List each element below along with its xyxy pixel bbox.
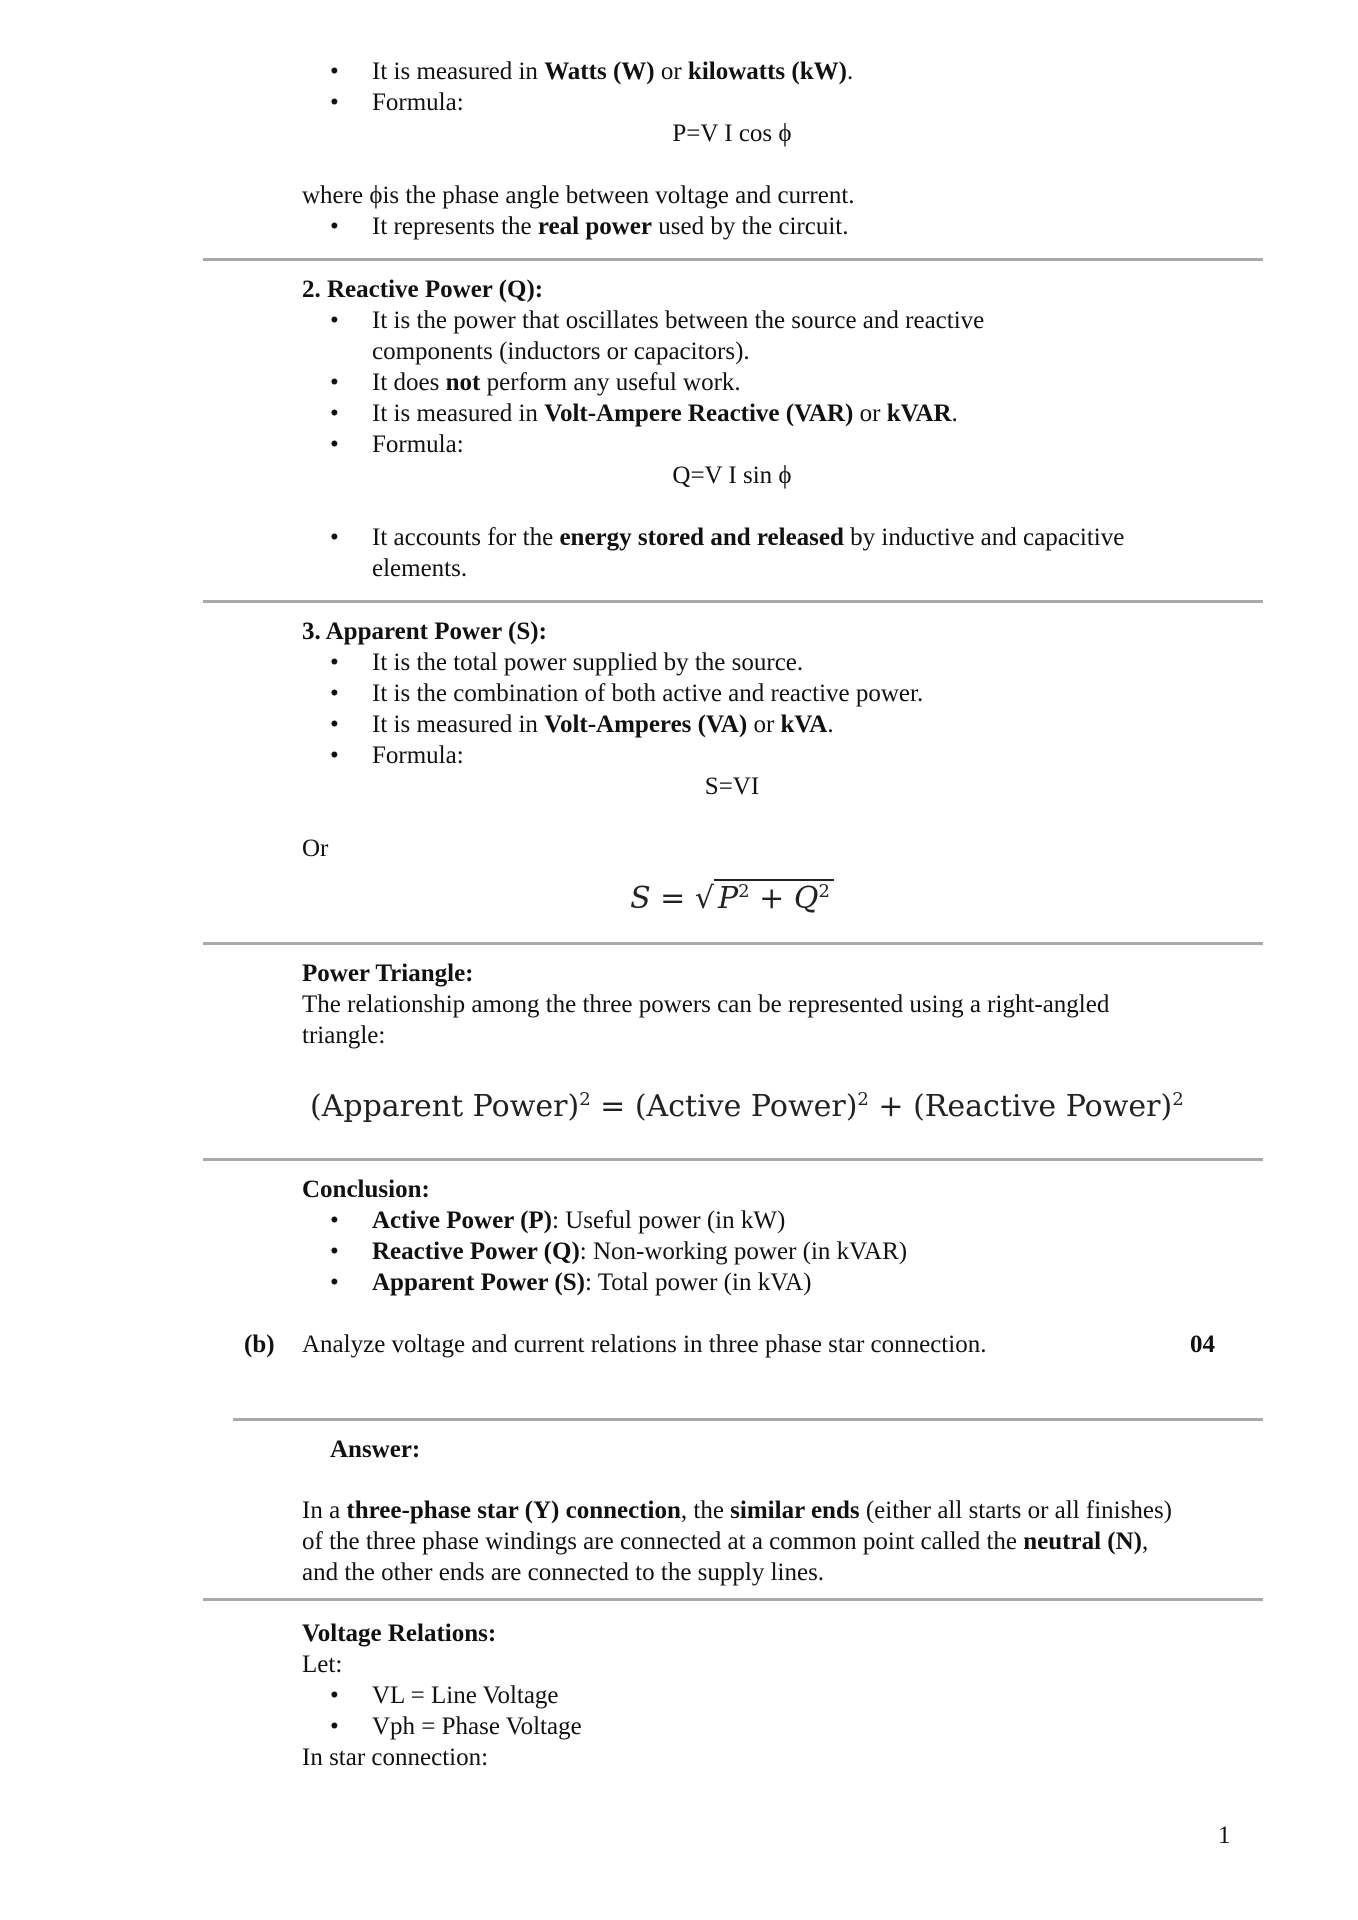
or-text: Or (302, 835, 329, 862)
page-number: 1 (1218, 1822, 1231, 1849)
list-item: • It represents the real power used by the circuit. (330, 213, 849, 240)
list-item: • Formula: (330, 89, 464, 116)
list-item: • It is measured in Volt-Amperes (VA) or kVA. (330, 711, 834, 738)
bullet-icon: • (330, 89, 339, 116)
list-item: • Reactive Power (Q): Non-working power (in kVAR) (330, 1238, 908, 1265)
formula-s: S=VI (704, 773, 760, 800)
where-text: where ϕis the phase angle between voltage and current. (302, 182, 855, 209)
formula-q: Q=V I sin ϕ (672, 462, 792, 489)
triangle-equation: (Apparent Power)$^2$ = (Active Power)$^2$ + (Reactive Power)$^2$ (310, 1089, 1184, 1124)
divider (203, 1158, 1263, 1161)
section-heading-conclusion: Conclusion: (302, 1176, 430, 1203)
list-item: • It is the combination of both active and reactive power. (330, 680, 924, 707)
bullet-icon: • (330, 1269, 339, 1296)
answer-label: Answer: (330, 1436, 421, 1463)
sqrt-icon: √ (694, 881, 714, 916)
let-text: Let: (302, 1651, 343, 1678)
active-power-bullets (302, 56, 1202, 118)
bullet-icon: • (330, 742, 339, 769)
apparent-power-bullets (302, 647, 1202, 771)
bullet-icon: • (330, 213, 339, 240)
list-item: • Active Power (P): Useful power (in kW) (330, 1207, 786, 1234)
question-text: Analyze voltage and current relations in three phase star connection. (302, 1331, 987, 1358)
answer-paragraph: In a three-phase star (Y) connection, the similar ends (either all starts or all finishes) of the three phase windings are connected at a common point called the neutral (N), and the other ends are connected to the supply lines. (302, 1497, 1172, 1586)
section-heading-triangle: Power Triangle: (302, 960, 474, 987)
list-item: • Formula: (330, 431, 464, 458)
divider (203, 1598, 1263, 1601)
bullet-icon: • (330, 58, 339, 85)
list-item: • It does not perform any useful work. (330, 369, 741, 396)
bullet-icon: • (330, 1713, 339, 1740)
bullet-icon: • (330, 680, 339, 707)
question-label: (b) (244, 1331, 275, 1358)
bullet-icon: • (330, 1207, 339, 1234)
section-heading-voltage: Voltage Relations: (302, 1620, 497, 1647)
bullet-icon: • (330, 649, 339, 676)
bullet-icon: • (330, 369, 339, 396)
list-item: • Vph = Phase Voltage (330, 1713, 582, 1740)
bullet-icon: • (330, 1238, 339, 1265)
triangle-text: The relationship among the three powers can be represented using a right-angled triangle: (302, 991, 1110, 1049)
list-item: • It is the power that oscillates between the source and reactive components (inductors or capacitors). (330, 307, 985, 365)
divider (203, 942, 1263, 945)
list-item: • It is the total power supplied by the source. (330, 649, 804, 676)
bullet-icon: • (330, 711, 339, 738)
list-item: • It is measured in Volt-Ampere Reactive (VAR) or kVAR. (330, 400, 958, 427)
voltage-definitions (302, 1680, 1202, 1742)
list-item: • It accounts for the energy stored and released by inductive and capacitive elements. (330, 524, 1125, 582)
in-star-text: In star connection: (302, 1744, 489, 1771)
energy-bullet (302, 522, 1142, 584)
formula-s-sqrt: S = √ $P^2 + Q^2$ (302, 876, 1162, 914)
section-heading-reactive: 2. Reactive Power (Q): (302, 276, 544, 303)
question-marks: 04 (1190, 1331, 1215, 1358)
section-heading-apparent: 3. Apparent Power (S): (302, 618, 547, 645)
bullet-icon: • (330, 307, 339, 334)
real-power-bullet (302, 211, 1202, 242)
bullet-icon: • (330, 400, 339, 427)
reactive-power-bullets (302, 305, 1102, 460)
bullet-icon: • (330, 1682, 339, 1709)
conclusion-list (302, 1205, 1202, 1298)
list-item: • Apparent Power (S): Total power (in kVA) (330, 1269, 812, 1296)
bullet-icon: • (330, 524, 339, 551)
divider (203, 258, 1263, 261)
bullet-icon: • (330, 431, 339, 458)
divider (203, 600, 1263, 603)
list-item: • VL = Line Voltage (330, 1682, 559, 1709)
formula-p: P=V I cos ϕ (672, 120, 792, 147)
list-item: • It is measured in Watts (W) or kilowatts (kW). (330, 58, 854, 85)
divider (233, 1418, 1263, 1421)
radicand: $P^2 + Q^2$ (714, 879, 834, 916)
list-item: • Formula: (330, 742, 464, 769)
